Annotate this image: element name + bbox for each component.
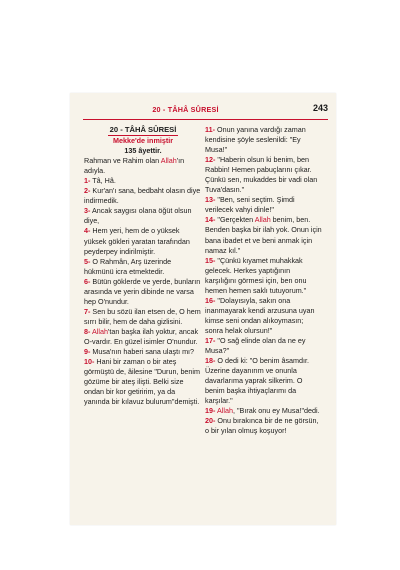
verse-number: 7- (84, 306, 91, 316)
verse (205, 296, 323, 336)
verse-allah: Allah (217, 406, 233, 416)
verse-number: 12- (205, 155, 216, 165)
verse (84, 327, 202, 347)
verse-number: 2- (84, 186, 91, 196)
verse-text: Onu bırakınca bir de ne görsün, o bir yılan olmuş koşuyor! (205, 416, 319, 436)
verse (84, 176, 202, 186)
verse-number: 3- (84, 206, 91, 216)
verse-number: 16- (205, 295, 216, 305)
verse-text: Tâ, Hâ. (90, 176, 116, 186)
verse (84, 277, 202, 307)
verse-number: 8- (84, 326, 91, 336)
verse-text: Bütün göklerde ve yerde, bunların arasında ve yerin dibinde ne varsa hep O'nundur. (84, 276, 201, 306)
verse-number: 17- (205, 335, 216, 345)
verse-number: 11- (205, 125, 215, 134)
verse-number: 15- (205, 255, 216, 265)
verse-number: 20- (205, 416, 216, 426)
verse-text: Kur'an'ı sana, bedbaht olasın diye indirmedik. (84, 186, 201, 206)
verse (84, 307, 202, 327)
verse (205, 336, 323, 356)
basmala-allah: Allah (160, 156, 177, 166)
verse (205, 256, 323, 296)
verse (205, 195, 323, 215)
verse-number: 1- (84, 176, 91, 186)
verse-number: 13- (205, 195, 216, 205)
verse-text: "Gerçekten (215, 215, 255, 225)
running-head (83, 103, 328, 120)
basmala-text-end: 'ın adıyla. (84, 156, 185, 176)
verse-number: 10- (84, 357, 95, 367)
surah-subtitle: Mekke'de inmiştir (112, 136, 174, 146)
verse-text: Musa'nın haberi sana ulaştı mı? (90, 347, 195, 357)
verse-text: 'tan başka ilah yoktur, ancak O-vardır. En güzel isimler O'nundur. (84, 326, 199, 346)
verse (84, 357, 202, 407)
verse-number: 18- (205, 356, 216, 366)
surah-title: 20 - TÂHÂ SÛRESİ (109, 125, 177, 134)
verse (205, 125, 323, 155)
verse-number: 19- (205, 406, 216, 416)
verse-allah: Allah (92, 326, 108, 336)
verse-text: Onun yanına vardığı zaman kendisine şöyle seslenildi: "Ey Musa!" (205, 125, 306, 155)
verse-text: O dedi ki: "O benim âsamdır. Üzerine dayanırım ve onunla davarlarıma yaprak silkerim. O benim başka ihtiyaçlarımı da karşılar." (205, 356, 310, 406)
verse-text: "Çünkü kıyamet muhakkak gelecek. Herkes yaptığının karşılığını görmesi için, ben onu hemen hemen saklı tutuyorum." (205, 255, 307, 295)
right-column (205, 125, 323, 436)
verse-text: O Rahmân, Arş üzerinde hükmünü icra etmektedir. (84, 256, 172, 276)
verse (205, 356, 323, 406)
basmala (84, 156, 202, 176)
verse-text: "Haberin olsun ki benim, ben Rabbin! Hemen pabuçlarını çıkar. Çünkü sen, mukaddes bir vadi olan Tuva'dasın." (205, 155, 318, 195)
verse (84, 226, 202, 256)
verse (84, 186, 202, 206)
verse (84, 347, 202, 357)
verse-count: 135 âyettir. (124, 146, 162, 156)
right-verse-list (205, 125, 323, 436)
verse-text: Ancak saygısı olana öğüt olsun diye, (84, 206, 192, 226)
verse-text: "O sağ elinde olan da ne ey Musa?" (205, 335, 306, 356)
verse-text: Hani bir zaman o bir ateş görmüştü de, âilesine "Durun, benim gözüme bir ateş ilişti. Belki size ondan bir kor getiririm, ya da yanında bir kılavuz bulurum"demişti. (84, 357, 201, 407)
verse-text: , "Bırak onu ey Musa!"dedi. (232, 406, 320, 416)
verse-number: 9- (84, 347, 91, 357)
verse (205, 406, 323, 416)
verse (205, 155, 323, 195)
verse-number: 5- (84, 256, 91, 266)
verse (84, 257, 202, 277)
running-head-title: 20 - TÂHÂ SÛRESİ (152, 105, 219, 114)
verse-number: 6- (84, 276, 91, 286)
verse-text: Hem yeri, hem de o yüksek yüksek gökleri yaratan tarafından peyderpey indirilmiştir. (84, 226, 190, 256)
verse-allah: Allah (254, 215, 271, 225)
verse-text: benim, ben. Benden başka bir ilah yok. Onun için bana ibadet et ve beni anmak için namaz kıl." (205, 215, 322, 255)
left-column (84, 125, 202, 407)
verse (205, 416, 323, 436)
verse-text: "Dolayısıyla, sakın ona inanmayarak kendi arzusuna uyan kimse seni ondan alıkoymasın; sonra helak olursun!" (205, 295, 315, 335)
verse (205, 215, 323, 255)
left-verse-list (84, 176, 202, 407)
verse-text: Sen bu sözü ilan etsen de, O hem sırrı bilir, hem de daha gizlisini. (84, 306, 201, 326)
page-number: 243 (312, 103, 328, 113)
verse-text: "Ben, seni seçtim. Şimdi verilecek vahyi dinle!" (205, 195, 295, 215)
surah-header (84, 125, 202, 156)
verse-number: 4- (84, 226, 91, 236)
verse (84, 206, 202, 226)
verse-number: 14- (205, 215, 216, 225)
basmala-text: Rahman ve Rahim olan (84, 156, 161, 166)
